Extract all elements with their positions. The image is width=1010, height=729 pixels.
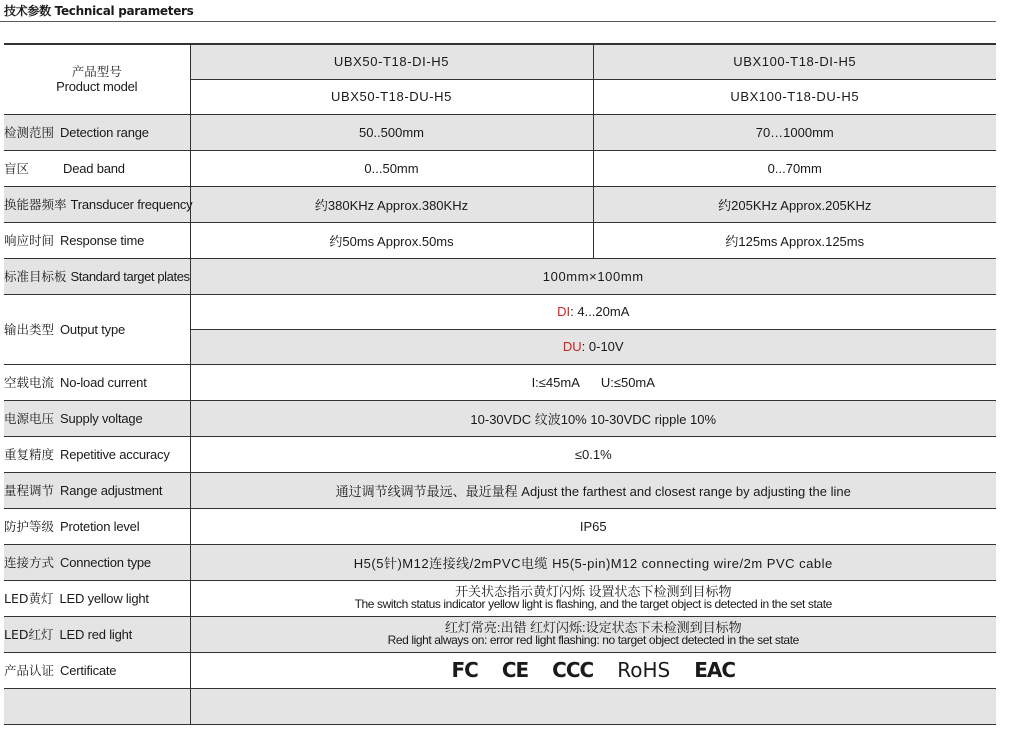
output-di-value: : 4...20mA xyxy=(570,304,630,319)
table-row xyxy=(4,616,996,652)
table-row xyxy=(4,652,996,688)
row-label-en: LED yellow light xyxy=(59,591,149,606)
row-label-en: Output type xyxy=(60,322,126,337)
value-cell: 约380KHz Approx.380KHz xyxy=(190,186,593,222)
value-line-cn: 开关状态指示黄灯闪烁 设置状态下检测到目标物 xyxy=(454,584,732,599)
section-title: 技术参数 Technical parameters xyxy=(4,4,194,18)
row-label-cn: LED红灯 xyxy=(4,627,54,642)
row-label xyxy=(4,652,190,688)
model-cell: UBX50-T18-DI-H5 xyxy=(190,44,593,79)
table-row xyxy=(4,472,996,508)
row-label xyxy=(4,294,190,364)
value-line-en: Red light always on: error red light flashing: no target object detected in the set state xyxy=(387,633,799,647)
row-label-cn: 重复精度 xyxy=(4,447,55,462)
certification-marks xyxy=(191,658,997,682)
row-label-en: Detection range xyxy=(60,125,149,140)
output-du-key: DU xyxy=(562,339,582,354)
title-divider xyxy=(0,21,996,22)
row-label-cn: 防护等级 xyxy=(4,519,55,534)
table-row xyxy=(4,544,996,580)
value-cell: I:≤45mA U:≤50mA xyxy=(190,364,996,400)
value-cell: 通过调节线调节最远、最近量程 Adjust the farthest and closest range by adjusting the line xyxy=(190,472,996,508)
row-label xyxy=(4,508,190,544)
value-cell-empty xyxy=(190,688,996,724)
row-label-en: Protetion level xyxy=(60,519,140,534)
value-cell: 70…1000mm xyxy=(593,114,996,150)
value-cell xyxy=(190,652,996,688)
label-product-model xyxy=(4,44,190,114)
table-row xyxy=(4,364,996,400)
ce-mark-icon: CE xyxy=(501,658,529,682)
output-du-value: : 0-10V xyxy=(581,339,624,354)
value-cell: H5(5针)M12连接线/2mPVC电缆 H5(5-pin)M12 connecting wire/2m PVC cable xyxy=(190,544,996,580)
value-line-en: The switch status indicator yellow light is flashing, and the target object is detected in the set state xyxy=(354,597,832,611)
table-row-model-1 xyxy=(4,44,996,79)
row-label xyxy=(4,580,190,616)
row-label-cn: 盲区 xyxy=(4,161,30,176)
value-cell: 0...50mm xyxy=(190,150,593,186)
table-row xyxy=(4,258,996,294)
row-label xyxy=(4,616,190,652)
table-row xyxy=(4,580,996,616)
model-cell: UBX100-T18-DU-H5 xyxy=(593,79,996,114)
value-line-cn: 红灯常亮:出错 红灯闪烁:设定状态下未检测到目标物 xyxy=(444,620,742,635)
model-cell: UBX100-T18-DI-H5 xyxy=(593,44,996,79)
value-cell: IP65 xyxy=(190,508,996,544)
row-label-cn: 电源电压 xyxy=(4,411,55,426)
table-row xyxy=(4,508,996,544)
table-row-empty xyxy=(4,688,996,724)
label-en: Product model xyxy=(56,79,138,95)
row-label xyxy=(4,186,193,222)
row-label-en: Dead band xyxy=(63,161,125,176)
value-cell: 0...70mm xyxy=(593,150,996,186)
row-label xyxy=(4,436,190,472)
row-label-cn: 产品认证 xyxy=(4,663,55,678)
row-label-cn: 输出类型 xyxy=(4,322,55,337)
row-label-cn: 连接方式 xyxy=(4,555,55,570)
row-label xyxy=(4,364,190,400)
value-cell: 50..500mm xyxy=(190,114,593,150)
row-label-en: Transducer frequency xyxy=(70,197,193,212)
value-cell: 100mm×100mm xyxy=(190,258,996,294)
rohs-mark-icon: RoHS xyxy=(617,658,671,682)
row-label-cn: 空载电流 xyxy=(4,375,55,390)
row-label-cn: 量程调节 xyxy=(4,483,55,498)
row-label-en: Standard target plates xyxy=(70,269,190,284)
value-cell: 约125ms Approx.125ms xyxy=(593,222,996,258)
value-cell: ≤0.1% xyxy=(190,436,996,472)
row-label-cn: LED黄灯 xyxy=(4,591,54,606)
row-label-en: Repetitive accuracy xyxy=(60,447,170,462)
row-label-en: No-load current xyxy=(60,375,147,390)
model-cell: UBX50-T18-DU-H5 xyxy=(190,79,593,114)
row-label xyxy=(4,150,190,186)
table-row xyxy=(4,186,996,222)
row-label xyxy=(4,400,190,436)
eac-mark-icon: EAC xyxy=(694,658,736,682)
row-label-en: Range adjustment xyxy=(60,483,163,498)
row-label xyxy=(4,544,190,580)
ccc-mark-icon: CCC xyxy=(552,658,594,682)
value-cell xyxy=(190,580,996,616)
row-label-en: Certificate xyxy=(60,663,117,678)
row-label-en: Response time xyxy=(60,233,145,248)
row-label-empty xyxy=(4,688,190,724)
table-row-output-di xyxy=(4,294,996,329)
row-label xyxy=(4,258,190,294)
value-cell xyxy=(190,616,996,652)
table-row xyxy=(4,114,996,150)
row-label xyxy=(4,222,190,258)
row-label-cn: 响应时间 xyxy=(4,233,55,248)
table-row xyxy=(4,400,996,436)
label-cn: 产品型号 xyxy=(71,64,122,80)
row-label-cn: 换能器频率 xyxy=(4,197,67,212)
output-du-cell xyxy=(190,329,996,364)
output-di-key: DI xyxy=(557,304,571,319)
row-label-en: Supply voltage xyxy=(60,411,143,426)
table-row xyxy=(4,222,996,258)
row-label-en: LED red light xyxy=(59,627,133,642)
value-cell: 约205KHz Approx.205KHz xyxy=(593,186,996,222)
row-label-cn: 检测范围 xyxy=(4,125,55,140)
output-di-cell xyxy=(190,294,996,329)
value-cell: 10-30VDC 纹波10% 10-30VDC ripple 10% xyxy=(190,400,996,436)
table-row xyxy=(4,150,996,186)
row-label-cn: 标准目标板 xyxy=(4,269,67,284)
table-row xyxy=(4,436,996,472)
value-cell: 约50ms Approx.50ms xyxy=(190,222,593,258)
fc-mark-icon: FC xyxy=(451,658,478,682)
row-label-en: Connection type xyxy=(60,555,151,570)
row-label xyxy=(4,114,190,150)
row-label xyxy=(4,472,190,508)
spec-table xyxy=(4,43,996,725)
